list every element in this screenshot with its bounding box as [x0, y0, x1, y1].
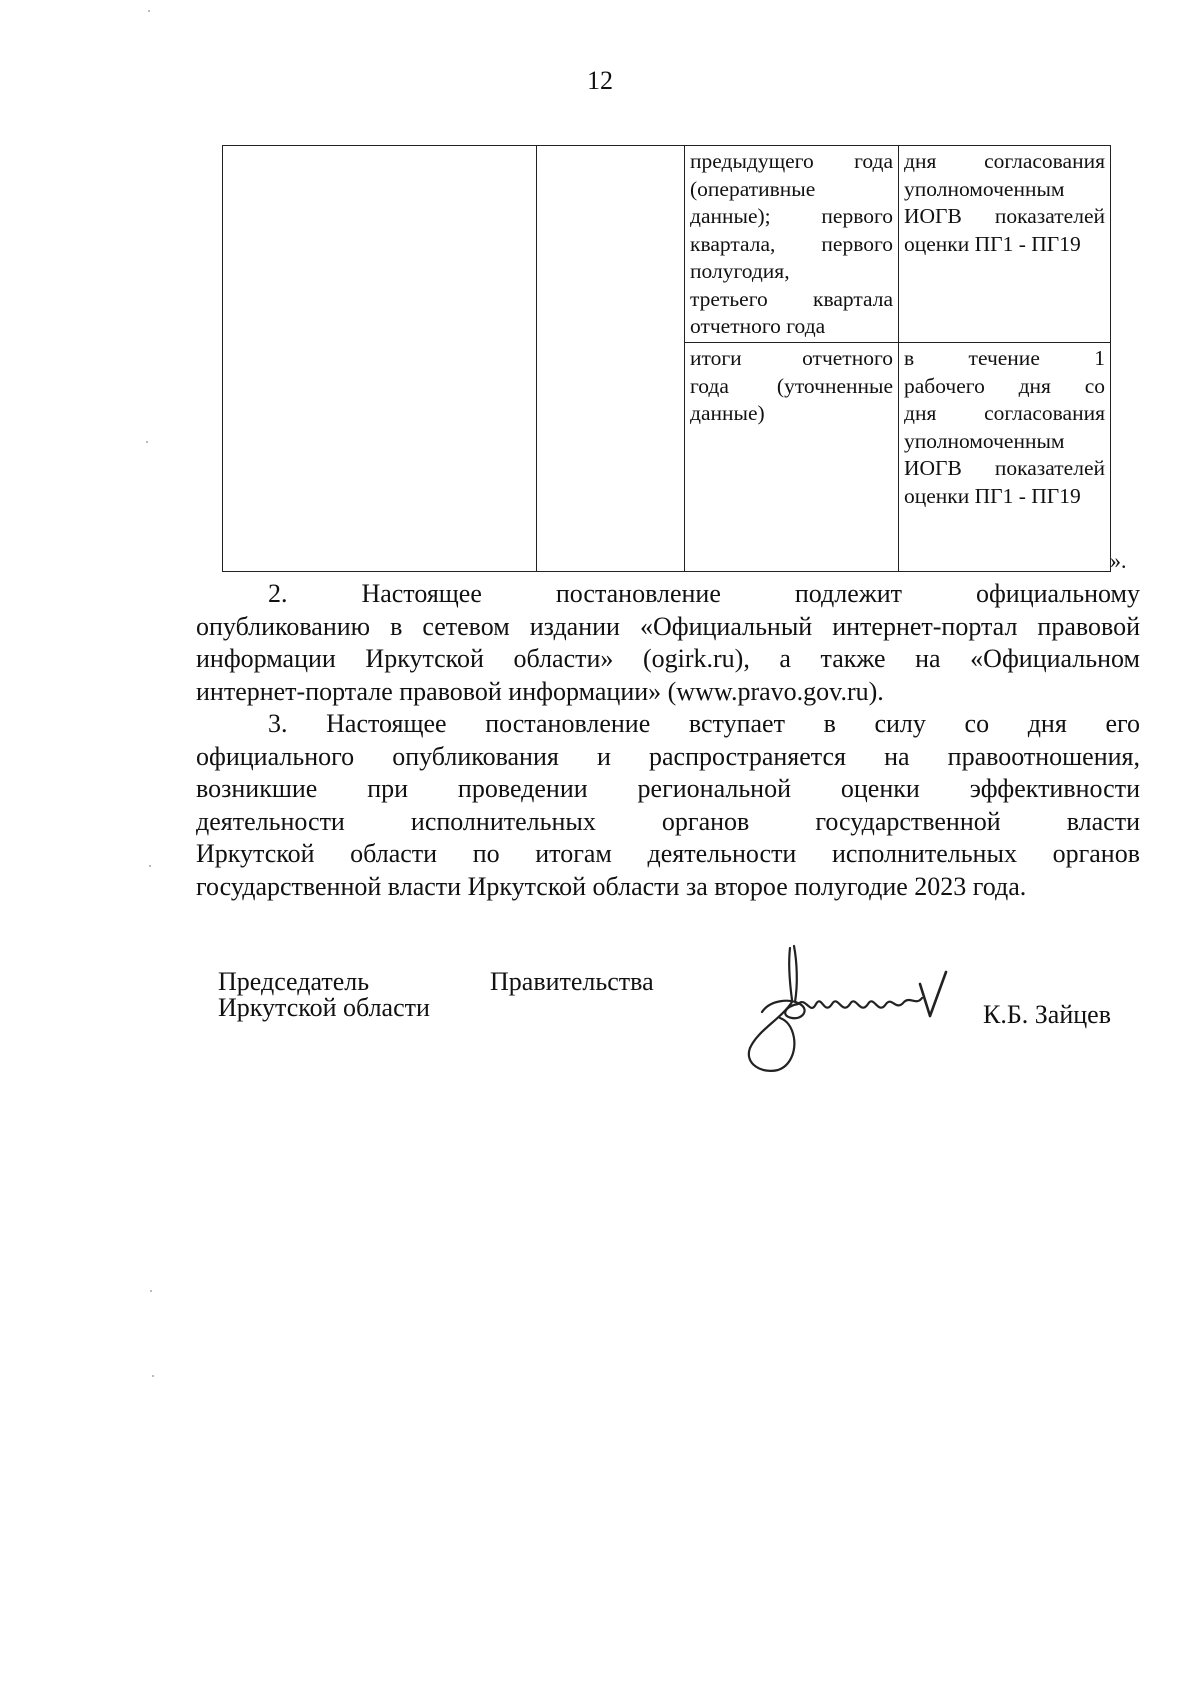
- cell-line: итоги отчетного: [690, 346, 893, 370]
- table-cell-period: [685, 343, 899, 572]
- paragraph-line: государственной власти Иркутской области за второе полугодие 2023 года.: [196, 871, 1027, 901]
- cell-line: оценки ПГ1 - ПГ19: [904, 483, 1081, 508]
- signatory-name-text: К.Б. Зайцев: [983, 1000, 1111, 1029]
- cell-line: уполномоченным: [904, 176, 1065, 201]
- paragraph-line: Иркутской области по итогам деятельности исполнительных органов: [196, 839, 1140, 868]
- paragraph-line: 3. Настоящее постановление вступает в силу со дня его: [268, 709, 1140, 738]
- cell-line: оценки ПГ1 - ПГ19: [904, 231, 1081, 256]
- table-row: [223, 146, 1111, 343]
- cell-line: отчетного года: [690, 314, 826, 338]
- paragraph-line: 2. Настоящее постановление подлежит официальному: [268, 579, 1140, 608]
- signatory-name: [983, 1001, 1111, 1029]
- cell-line: (оперативные: [690, 176, 816, 201]
- scan-artifact: [146, 441, 148, 443]
- signatory-region: [218, 994, 430, 1022]
- table-cell-deadline: [899, 146, 1111, 343]
- signatory-title-line: Председатель: [218, 967, 370, 996]
- paragraph-3: [196, 708, 1140, 903]
- cell-line: квартала, первого: [690, 231, 893, 256]
- table-cell-empty: [223, 146, 537, 572]
- cell-line: данные); первого: [690, 204, 893, 228]
- cell-line: дня согласования: [904, 401, 1105, 425]
- closing-quote: ».: [1110, 548, 1127, 573]
- paragraph-line: интернет-портале правовой информации» (www.pravo.gov.ru).: [196, 676, 884, 706]
- cell-line: третьего квартала: [690, 286, 893, 311]
- paragraph-line: опубликованию в сетевом издании «Официальный интернет-портал правовой: [196, 611, 1140, 641]
- table-cell-period: [685, 146, 899, 343]
- paragraph-line: деятельности исполнительных органов государственной власти: [196, 806, 1140, 836]
- table-cell-empty: [537, 146, 685, 572]
- cell-line: полугодия,: [690, 259, 790, 283]
- signatory-title-continued: [490, 968, 654, 996]
- scan-artifact: [150, 1290, 152, 1292]
- deadlines-table: [222, 145, 1111, 572]
- cell-line: дня согласования: [904, 149, 1105, 173]
- page-number: 12: [587, 66, 613, 95]
- cell-line: года (уточненные: [690, 373, 893, 398]
- signatory-title-line: Иркутской области: [218, 993, 430, 1022]
- cell-line: в течение 1: [904, 346, 1105, 370]
- paragraph-line: информации Иркутской области» (ogirk.ru), а также на «Официальном: [196, 644, 1140, 673]
- scan-artifact: [152, 1375, 154, 1377]
- signatory-title: [218, 968, 369, 996]
- cell-line: рабочего дня со: [904, 373, 1105, 398]
- table-cell-deadline: [899, 343, 1111, 572]
- cell-line: данные): [690, 401, 765, 425]
- paragraph-line: возникшие при проведении региональной оценки эффективности: [196, 774, 1140, 803]
- paragraph-2: [196, 578, 1140, 708]
- cell-line: уполномоченным: [904, 428, 1065, 453]
- cell-line: предыдущего года: [690, 149, 893, 173]
- cell-line: ИОГВ показателей: [904, 456, 1105, 480]
- cell-line: ИОГВ показателей: [904, 204, 1105, 228]
- scan-artifact: [149, 865, 151, 867]
- signatory-title-line: Правительства: [490, 967, 654, 996]
- scan-artifact: [148, 10, 150, 12]
- handwritten-signature: [740, 940, 990, 1080]
- paragraph-line: официального опубликования и распространяется на правоотношения,: [196, 741, 1140, 771]
